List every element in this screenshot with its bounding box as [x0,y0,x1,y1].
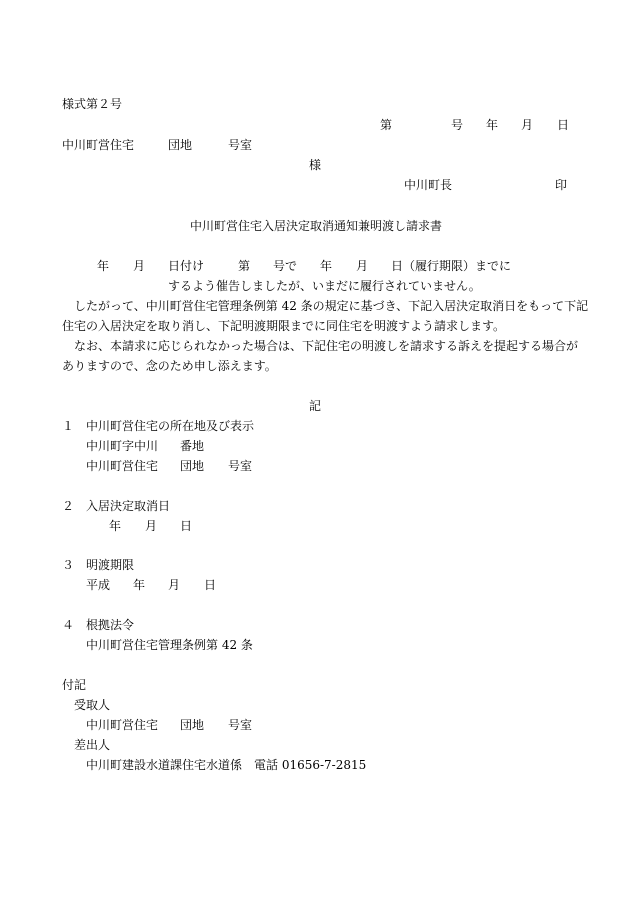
body-l1-month: 月 [133,259,146,273]
doc-no-dai: 第 [380,118,393,132]
body-l1-deadline: 日（履行期限）までに [391,259,512,273]
recipient-housing: 中川町営住宅 [86,718,159,732]
body-para2-line2: 住宅の入居決定を取り消し、下記明渡期限までに同住宅を明渡すよう請求します。 [62,319,506,333]
body-l1-year2: 年 [320,259,333,273]
body-l1-year: 年 [97,259,110,273]
body-l1-dai: 第 [238,259,251,273]
item2-number: ２ [62,499,75,513]
item3-day: 日 [204,578,217,592]
item4-text: 中川町営住宅管理条例第 42 条 [86,638,253,652]
doc-date-day: 日 [557,118,570,132]
appendix-label: 付記 [62,678,87,692]
item1-heading: 中川町営住宅の所在地及び表示 [86,419,255,433]
issuer-seal: 印 [555,178,568,192]
doc-date-month: 月 [521,118,534,132]
item1-banchi: 番地 [180,439,205,453]
recipient-label: 受取人 [74,698,111,712]
body-line2: するよう催告しましたが、いまだに履行されていません。 [168,279,481,293]
item1-housing: 中川町営住宅 [86,459,159,473]
form-number: 様式第２号 [62,97,123,111]
item4-heading: 根拠法令 [86,618,135,632]
item2-year: 年 [109,519,122,533]
item2-day: 日 [180,519,193,533]
sender-text: 中川町建設水道課住宅水道係 電話 01656-7-2815 [86,758,367,772]
item2-month: 月 [145,519,158,533]
issuer-name: 中川町長 [404,178,453,192]
recipient-danchi: 団地 [180,718,205,732]
item3-year: 年 [133,578,146,592]
addressee-danchi: 団地 [168,138,193,152]
doc-no-go: 号 [451,118,464,132]
item3-month: 月 [168,578,181,592]
item3-era: 平成 [86,578,111,592]
addressee-sama: 様 [309,158,322,172]
item1-number: １ [62,419,75,433]
item3-number: ３ [62,558,75,572]
sender-label: 差出人 [74,738,111,752]
document-title: 中川町営住宅入居決定取消通知兼明渡し請求書 [190,219,443,233]
body-para3-line1: なお、本請求に応じられなかった場合は、下記住宅の明渡しを請求する訴えを提起する場合が [74,339,579,353]
addressee-goshitsu: 号室 [228,138,253,152]
item1-goshitsu: 号室 [228,459,253,473]
item4-number: ４ [62,618,75,632]
recipient-goshitsu: 号室 [228,718,253,732]
doc-date-year: 年 [486,118,499,132]
item1-address: 中川町字中川 [86,439,159,453]
body-para2-line1: したがって、中川町営住宅管理条例第 42 条の規定に基づき、下記入居決定取消日をもって下記 [74,299,589,313]
addressee-housing: 中川町営住宅 [62,138,135,152]
item2-heading: 入居決定取消日 [86,499,171,513]
body-l1-month2: 月 [356,259,369,273]
body-para3-line2: ありますので、念のため申し添えます。 [62,359,277,373]
ki-heading: 記 [309,399,322,413]
body-l1-dated: 日付け [168,259,205,273]
body-l1-gode: 号で [273,259,298,273]
item3-heading: 明渡期限 [86,558,135,572]
item1-danchi: 団地 [180,459,205,473]
